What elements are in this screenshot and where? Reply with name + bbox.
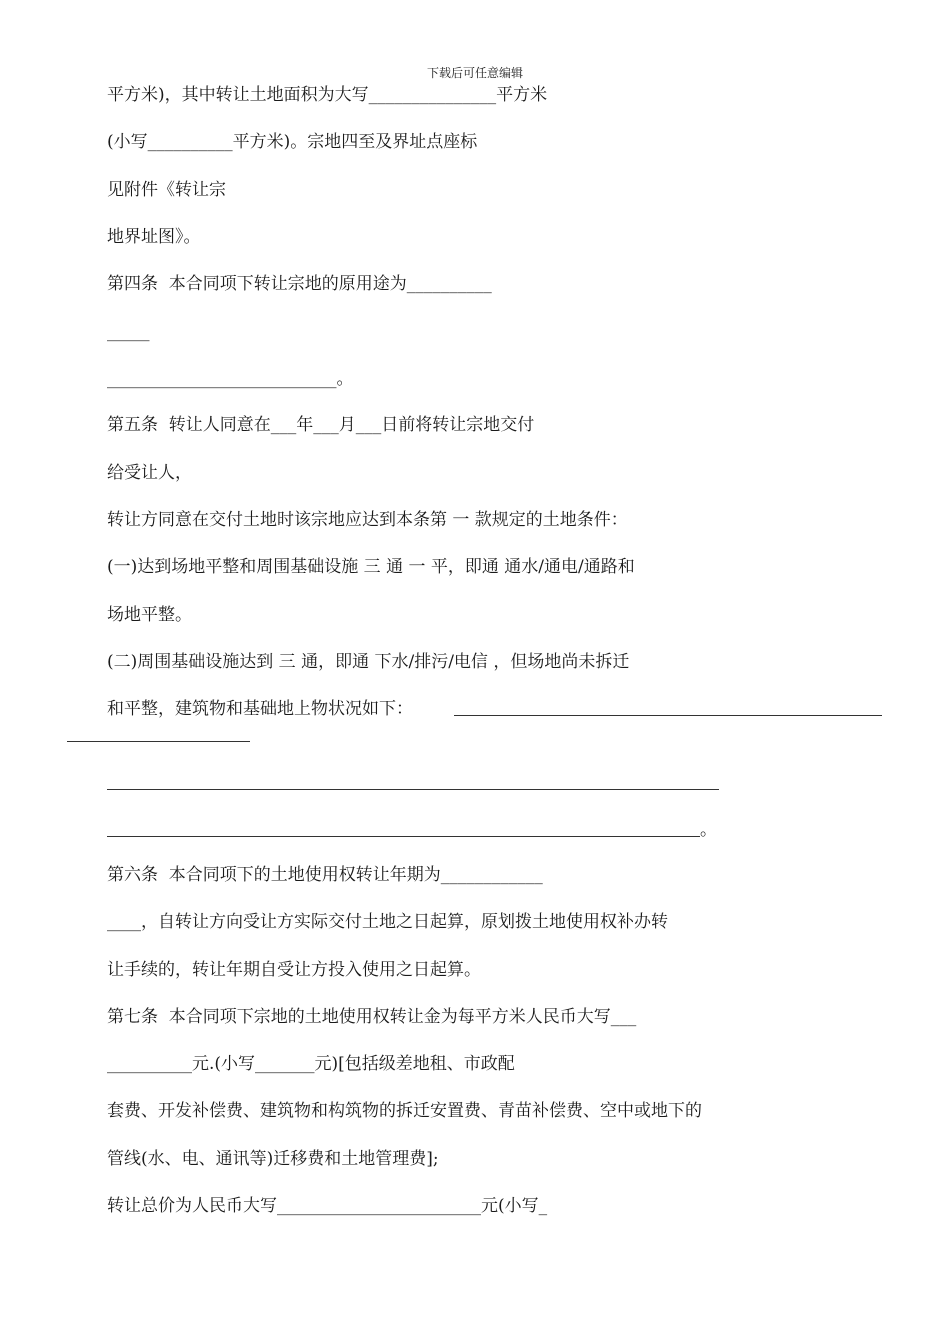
text-line: 第六条 本合同项下的土地使用权转让年期为____________ <box>107 865 543 885</box>
text-line: 转让总价为人民币大写________________________元(小写_ <box>107 1196 548 1216</box>
text-line: ____，自转让方向受让方实际交付土地之日起算，原划拨土地使用权补办转 <box>107 912 668 932</box>
text-line: 第五条 转让人同意在___年___月___日前将转让宗地交付 <box>107 415 535 435</box>
text-line: 地界址图》。 <box>107 227 201 247</box>
text-line: 给受让人， <box>107 463 192 483</box>
text-line: 第七条 本合同项下宗地的土地使用权转让金为每平方米人民币大写___ <box>107 1007 637 1027</box>
text-line: 平方米)，其中转让土地面积为大写_______________平方米 <box>107 85 548 105</box>
text-line: 和平整，建筑物和基础地上物状况如下： <box>107 699 413 719</box>
text-line: __________元.(小写_______元)[包括级差地租、市政配 <box>107 1054 515 1074</box>
text-line: 套费、开发补偿费、建筑物和构筑物的拆迁安置费、青苗补偿费、空中或地下的 <box>107 1101 702 1121</box>
text-line: 。 <box>700 820 717 840</box>
blank-line <box>67 741 250 742</box>
blank-line <box>454 715 882 716</box>
text-line: 第四条 本合同项下转让宗地的原用途为__________ <box>107 274 492 294</box>
text-line: 让手续的，转让年期自受让方投入使用之日起算。 <box>107 960 481 980</box>
text-line: (二)周围基础设施达到 三 通，即通 下水/排污/电信 ，但场地尚未拆迁 <box>107 652 630 672</box>
text-line: 场地平整。 <box>107 605 192 625</box>
text-line: _____ <box>107 322 150 342</box>
text-line: 转让方同意在交付土地时该宗地应达到本条第 一 款规定的土地条件： <box>107 510 628 530</box>
text-line: ___________________________。 <box>107 369 354 389</box>
text-line: 管线(水、电、通讯等)迁移费和土地管理费]; <box>107 1149 439 1169</box>
blank-line <box>107 836 700 837</box>
blank-line <box>107 789 719 790</box>
text-line: 见附件《转让宗 <box>107 180 226 200</box>
text-line: (一)达到场地平整和周围基础设施 三 通 一 平，即通 通水/通电/通路和 <box>107 557 635 577</box>
text-line: (小写__________平方米)。宗地四至及界址点座标 <box>107 132 478 152</box>
page-header: 下载后可任意编辑 <box>426 66 523 80</box>
